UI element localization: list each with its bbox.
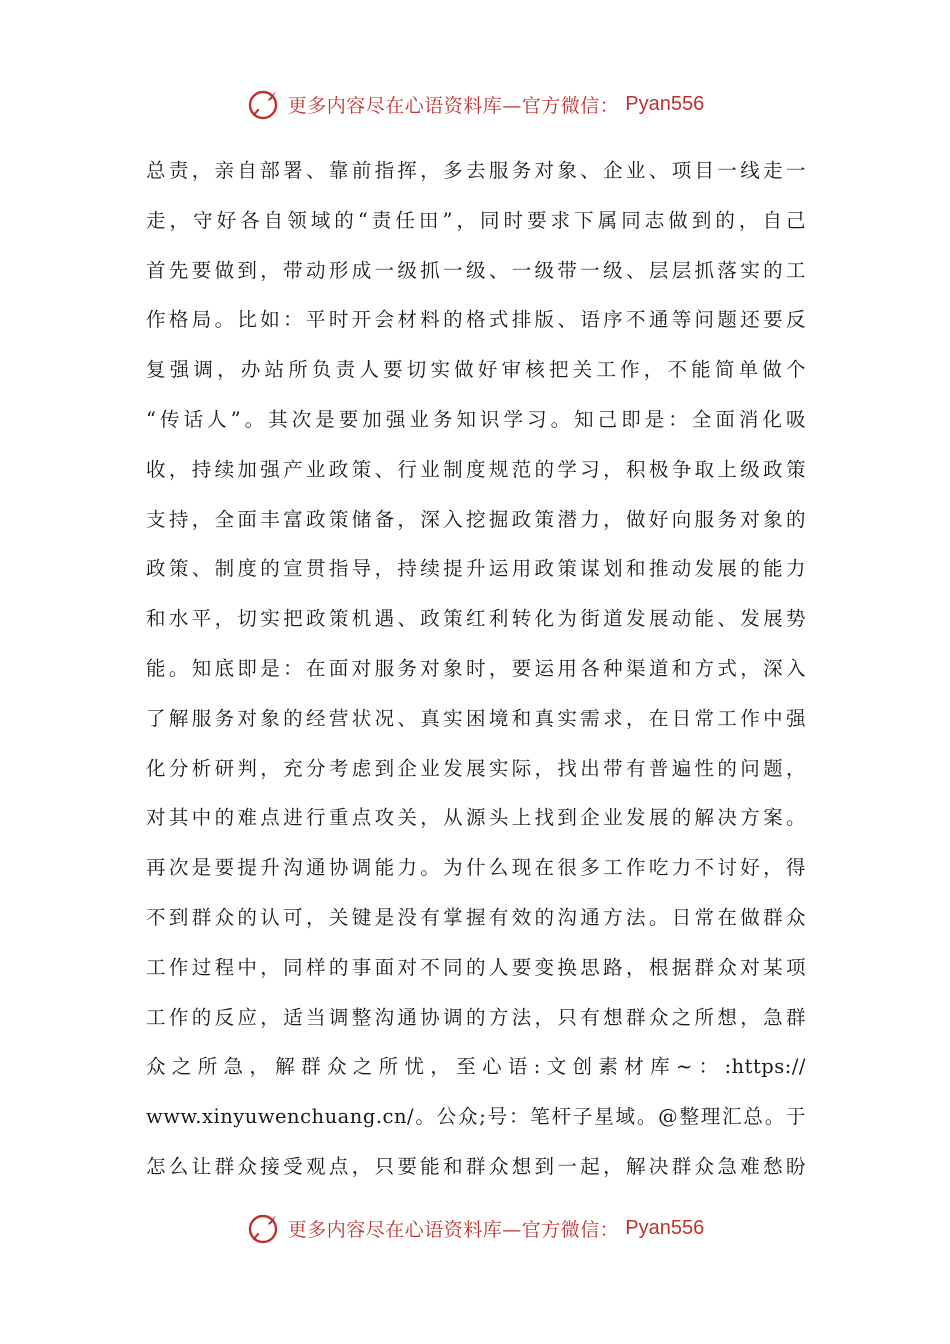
paragraph-line: 支持，全面丰富政策储备，深入挖掘政策潜力，做好向服务对象的 (146, 507, 806, 531)
paragraph-line: 再次是要提升沟通协调能力。为什么现在很多工作吃力不讨好，得 (146, 856, 806, 880)
banner-wechat-id: Pyan556 (625, 1216, 705, 1239)
paragraph-line: 化分析研判，充分考虑到企业发展实际，找出带有普遍性的问题， (146, 756, 806, 780)
quill-logo-icon (246, 86, 282, 122)
paragraph-line: 了解服务对象的经营状况、真实困境和真实需求，在日常工作中强 (146, 706, 806, 730)
document-body (146, 146, 806, 1192)
paragraph-line: “传话人”。其次是要加强业务知识学习。知己即是：全面消化吸 (146, 407, 806, 431)
paragraph-line: 政策、制度的宣贯指导，持续提升运用政策谋划和推动发展的能力 (146, 557, 806, 581)
paragraph-line: 总责，亲自部署、靠前指挥，多去服务对象、企业、项目一线走一 (146, 159, 806, 182)
banner-wechat-id: Pyan556 (625, 92, 705, 115)
paragraph-line: 怎么让群众接受观点，只要能和群众想到一起，解决群众急难愁盼 (146, 1154, 806, 1178)
quill-logo-icon (246, 1210, 282, 1246)
banner-text: 更多内容尽在心语资料库—官方微信： (287, 94, 620, 117)
banner-text: 更多内容尽在心语资料库—官方微信： (287, 1218, 620, 1241)
paragraph-line: 收，持续加强产业政策、行业制度规范的学习，积极争取上级政策 (146, 457, 806, 481)
footer-banner (0, 1206, 950, 1250)
paragraph-line: 工作过程中，同样的事面对不同的人要变换思路，根据群众对某项 (146, 955, 806, 979)
paragraph-line: 复强调，办站所负责人要切实做好审核把关工作，不能简单做个 (146, 358, 806, 382)
paragraph-line: 首先要做到，带动形成一级抓一级、一级带一级、层层抓落实的工 (146, 258, 806, 282)
paragraph-line: 作格局。比如：平时开会材料的格式排版、语序不通等问题还要反 (146, 308, 806, 332)
paragraph-line: 不到群众的认可，关键是没有掌握有效的沟通方法。日常在做群众 (146, 905, 806, 929)
paragraph-line: 能。知底即是：在面对服务对象时，要运用各种渠道和方式，深入 (146, 656, 806, 680)
paragraph-line: www.xinyuwenchuang.cn/。公众;号：笔杆子星域。@整理汇总。于 (146, 1105, 807, 1129)
paragraph-line: 众之所急，解群众之所忧，至心语:文创素材库~：:https:// (146, 1055, 806, 1079)
paragraph-line: 和水平，切实把政策机遇、政策红利转化为街道发展动能、发展势 (146, 607, 806, 631)
paragraph-line: 走，守好各自领域的“责任田”，同时要求下属同志做到的，自己 (146, 208, 806, 232)
paragraph-line: 工作的反应，适当调整沟通协调的方法，只有想群众之所想，急群 (146, 1005, 806, 1029)
header-banner (0, 82, 950, 126)
paragraph-line: 对其中的难点进行重点攻关，从源头上找到企业发展的解决方案。 (146, 806, 806, 830)
